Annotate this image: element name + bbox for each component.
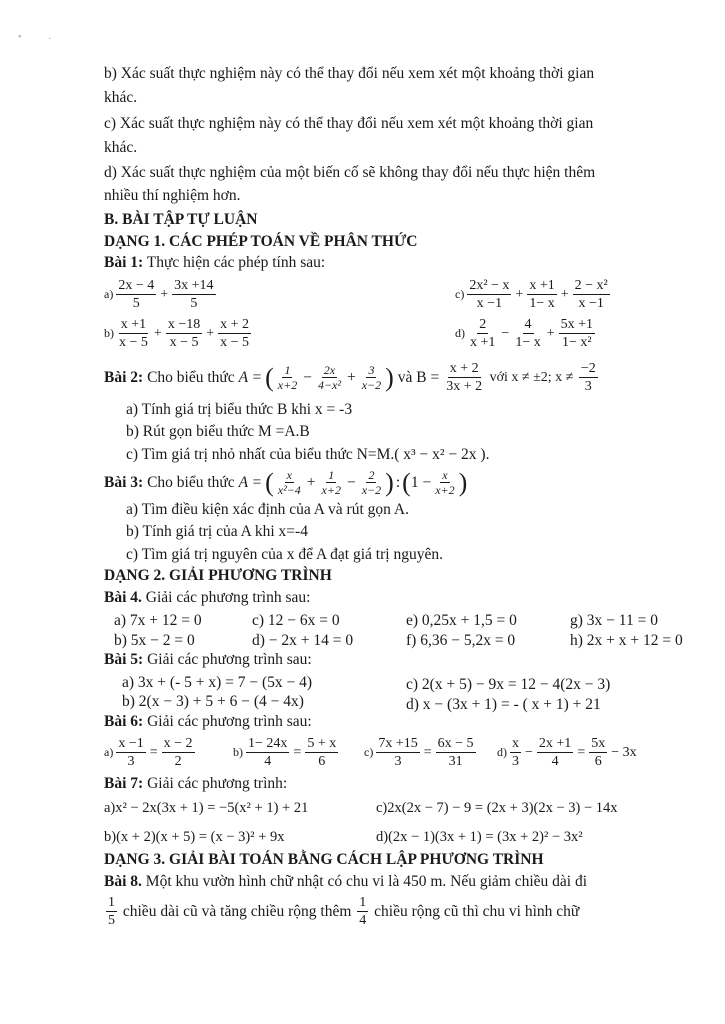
dang3-heading: DẠNG 3. GIẢI BÀI TOÁN BẰNG CÁCH LẬP PHƯƠNG TRÌNH: [104, 851, 544, 868]
bai8-continuation: $\frac{1}{5}$ chiều dài cũ và tăng chiều rộng thêm $\frac{1}{4}$ chiều rộng cũ thì chu vi hình chữ: [108, 895, 580, 928]
bai6-prompt: Bài 6: Giải các phương trình sau:: [104, 713, 312, 730]
bai5-item-b: b) 2(x − 3) + 5 + 6 − (4 − 4x): [122, 693, 304, 710]
bai7-item-c: c)2x(2x − 7) − 9 = (2x + 3)(2x − 3) − 14x: [376, 800, 618, 816]
bai4-item-e: e) 0,25x + 1,5 = 0: [406, 612, 517, 629]
bai6-b-equation: b) $\frac{1- 24x}{4}$ = $\frac{5 + x}{6}$: [233, 736, 337, 769]
mcq-option-c-line1: c) Xác suất thực nghiệm này có thể thay đổi nếu xem xét một khoảng thời gian: [104, 115, 594, 132]
bai4-item-g: g) 3x − 11 = 0: [570, 612, 658, 629]
bai4-item-a: a) 7x + 12 = 0: [114, 612, 202, 629]
dang1-heading: DẠNG 1. CÁC PHÉP TOÁN VỀ PHÂN THỨC: [104, 233, 418, 250]
bai5-item-a: a) 3x + (- 5 + x) = 7 − (5x − 4): [122, 674, 313, 691]
bai1-b-expression: b) $\frac{x +1}{x - 5}$ + $\frac{x -18}{x - 5}$ + $\frac{x + 2}{x - 5}$: [104, 317, 250, 350]
bai6-d-equation: d) $\frac{x}{3}$ − $\frac{2x +1}{4}$ = $\frac{5x}{6}$ − 3x: [497, 736, 637, 769]
dang2-heading: DẠNG 2. GIẢI PHƯƠNG TRÌNH: [104, 567, 332, 584]
bai1-a-expression: a) $\frac{2x - 4}{5}$ + $\frac{3x +14}{5}$: [104, 278, 214, 311]
scan-speck: ·: [48, 34, 52, 45]
bai4-prompt: Bài 4. Giải các phương trình sau:: [104, 589, 311, 606]
bai1-c-expression: c) $\frac{\text{2x² − x}}{x -1}$ + $\frac{x +1}{1- x}$ + $\frac{\text{2 − x²}}{x -1}$: [455, 278, 608, 311]
scan-speck: •: [18, 32, 22, 43]
mcq-option-d-line1: d) Xác suất thực nghiệm của một biến cố sẽ không thay đổi nếu thực hiện thêm: [104, 164, 596, 181]
bai3-prompt: Bài 3: Cho biểu thức A = ( $\frac{x}{\text{x²−4}}$ + $\frac{1}{x+2}$ − $\frac{2}{x-2}$ ) : ( 1 − $\frac{x}{x+2}$ ): [104, 467, 468, 497]
bai3-item-c: c) Tìm giá trị nguyên của x để A đạt giá trị nguyên.: [126, 546, 443, 563]
bai7-item-b: b)(x + 2)(x + 5) = (x − 3)² + 9x: [104, 829, 285, 845]
bai2-item-c: c) Tìm giá trị nhỏ nhất của biểu thức N=M.( x³ − x² − 2x ).: [126, 446, 490, 463]
bai1-prompt: Bài 1: Thực hiện các phép tính sau:: [104, 254, 326, 271]
bai4-item-b: b) 5x − 2 = 0: [114, 632, 195, 649]
bai6-c-equation: c) $\frac{7x +15}{3}$ = $\frac{6x - 5}{31}$: [364, 736, 474, 769]
bai4-item-d: d) − 2x + 14 = 0: [252, 632, 354, 649]
bai7-item-d: d)(2x − 1)(3x + 1) = (3x + 2)² − 3x²: [376, 829, 583, 845]
bai2-item-a: a) Tính giá trị biểu thức B khi x = -3: [126, 401, 353, 418]
section-b-heading: B. BÀI TẬP TỰ LUẬN: [104, 211, 258, 228]
bai4-item-f: f) 6,36 − 5,2x = 0: [406, 632, 516, 649]
bai5-prompt: Bài 5: Giải các phương trình sau:: [104, 651, 312, 668]
mcq-option-c-line2: khác.: [104, 139, 138, 156]
bai3-item-a: a) Tìm điều kiện xác định của A và rút gọn A.: [126, 501, 409, 518]
bai2-prompt: Bài 2: Cho biểu thức A = ( $\frac{1}{x+2}$ − $\frac{2x}{\text{4−x²}}$ + $\frac{3}{x-2}$ ) và B = $\frac{x + 2}{3x + 2}$ với x ≠ ±2; x ≠ $\frac{-2}{3}$: [104, 361, 596, 394]
mcq-option-b-line1: b) Xác suất thực nghiệm này có thể thay đổi nếu xem xét một khoảng thời gian: [104, 65, 595, 82]
bai4-item-h: h) 2x + x + 12 = 0: [570, 632, 683, 649]
bai8-prompt: Bài 8. Một khu vườn hình chữ nhật có chu vi là 450 m. Nếu giảm chiều dài đi: [104, 873, 588, 890]
bai2-item-b: b) Rút gọn biểu thức M =A.B: [126, 423, 310, 440]
bai4-item-c: c) 12 − 6x = 0: [252, 612, 340, 629]
mcq-option-d-line2: nhiều thí nghiệm hơn.: [104, 187, 241, 204]
bai6-a-equation: a) $\frac{x -1}{3}$ = $\frac{x - 2}{2}$: [104, 736, 193, 769]
bai5-item-c: c) 2(x + 5) − 9x = 12 − 4(2x − 3): [406, 676, 611, 693]
bai5-item-d: d) x − (3x + 1) = - ( x + 1) + 21: [406, 696, 601, 713]
bai7-prompt: Bài 7: Giải các phương trình:: [104, 775, 288, 792]
mcq-option-b-line2: khác.: [104, 89, 138, 106]
bai3-item-b: b) Tính giá trị của A khi x=-4: [126, 523, 308, 540]
bai1-d-expression: d) $\frac{2}{x +1}$ − $\frac{4}{1- x}$ + $\frac{5x +1}{\text{1− x²}}$: [455, 317, 594, 350]
bai7-item-a: a)x² − 2x(3x + 1) = −5(x² + 1) + 21: [104, 800, 309, 816]
